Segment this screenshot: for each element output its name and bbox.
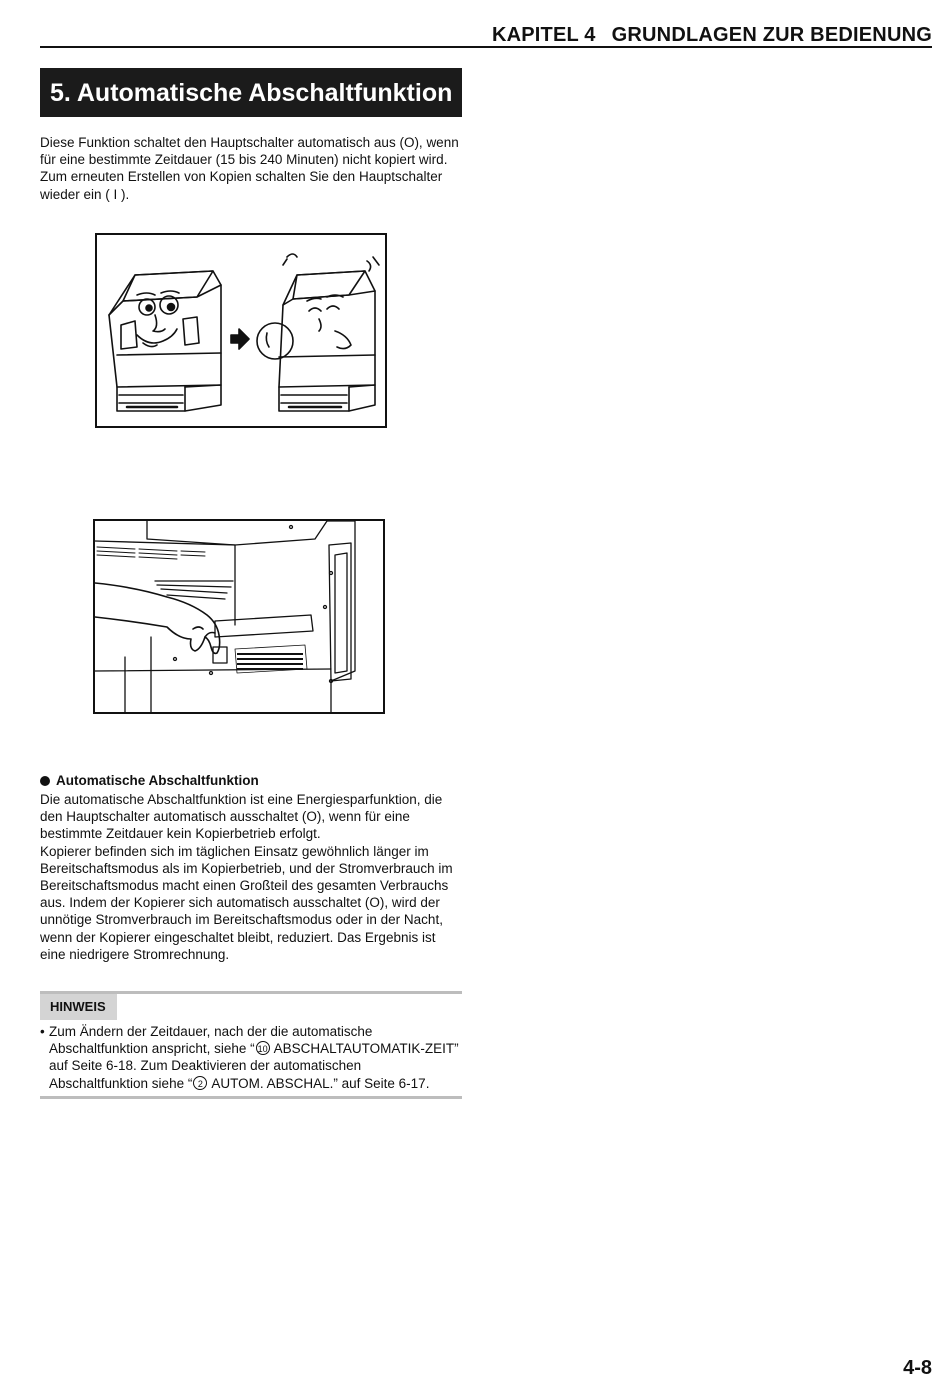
- vent-dots: [237, 653, 303, 670]
- copier-sleep-illustration: [95, 233, 387, 428]
- note-line: auf Seite 6-18. Zum Deaktivieren der automatischen: [49, 1058, 362, 1074]
- note-rule-bottom: [40, 1096, 462, 1099]
- note-label: HINWEIS: [40, 994, 117, 1020]
- feature-description: [40, 791, 465, 963]
- feature-line: Kopierer befinden sich im täglichen Einsatz gewöhnlich länger im: [40, 843, 429, 859]
- note-line: [49, 1040, 465, 1057]
- main-switch-illustration: [93, 519, 385, 714]
- circled-number: 10: [256, 1041, 270, 1055]
- note-text: ABSCHALTAUTOMATIK-ZEIT”: [270, 1041, 459, 1057]
- note-line: [49, 1075, 465, 1092]
- intro-line: für eine bestimmte Zeitdauer (15 bis 240 Minuten) nicht kopiert wird.: [40, 152, 448, 168]
- intro-line: wieder ein ( I ).: [40, 186, 130, 202]
- header-rule: [40, 46, 932, 48]
- feature-line: Bereitschaftsmodus als im Kopierbetrieb, und der Stromverbrauch im: [40, 860, 453, 876]
- feature-line: den Hauptschalter automatisch ausschaltet (O), wenn für eine: [40, 809, 410, 825]
- intro-paragraph: [40, 134, 470, 203]
- note-content: [40, 1023, 465, 1092]
- feature-line: bestimmte Zeitdauer kein Kopierbetrieb erfolgt.: [40, 826, 321, 842]
- chapter-label: KAPITEL 4: [491, 24, 596, 46]
- section-title: 5. Automatische Abschaltfunktion: [40, 68, 462, 117]
- feature-line: Die automatische Abschaltfunktion ist eine Energiesparfunktion, die: [40, 792, 443, 807]
- note-text: Abschaltfunktion anspricht, siehe “: [49, 1041, 255, 1057]
- intro-line: Zum erneuten Erstellen von Kopien schalten Sie den Hauptschalter: [40, 169, 443, 185]
- note-list-item: [40, 1023, 465, 1092]
- feature-line: wenn der Kopierer eingeschaltet bleibt, reduziert. Das Ergebnis ist: [40, 929, 436, 945]
- feature-line: eine niedrigere Stromrechnung.: [40, 946, 230, 962]
- copier-side-view: [95, 521, 355, 712]
- copier-awake-illustration: [109, 271, 221, 411]
- copier-asleep-illustration: [257, 254, 379, 411]
- feature-heading-text: Automatische Abschaltfunktion: [56, 773, 259, 788]
- chapter-title: GRUNDLAGEN ZUR BEDIENUNG: [611, 24, 932, 46]
- bullet-icon: [40, 776, 50, 786]
- feature-line: aus. Indem der Kopierer sich automatisch ausschaltet (O), wird der: [40, 895, 440, 911]
- feature-heading: [40, 773, 259, 788]
- feature-line: unnötige Stromverbrauch im Bereitschaftsmodus oder in der Nacht,: [40, 912, 443, 928]
- hand-illustration: [95, 583, 220, 653]
- arrow-right-icon: [231, 329, 249, 349]
- note-line: • Zum Ändern der Zeitdauer, nach der die automatische: [49, 1024, 373, 1039]
- page-number: 4-8: [903, 1357, 932, 1379]
- note-text: Abschaltfunktion siehe “: [49, 1075, 193, 1091]
- note-text: AUTOM. ABSCHAL.” auf Seite 6-17.: [208, 1075, 430, 1091]
- circled-number: 2: [193, 1076, 207, 1090]
- feature-line: Bereitschaftsmodus macht einen Großteil des gesamten Verbrauchs: [40, 878, 449, 894]
- chapter-header: [492, 24, 932, 47]
- vent-grille: [97, 547, 205, 559]
- intro-line: Diese Funktion schaltet den Hauptschalter automatisch aus (O), wenn: [40, 135, 459, 150]
